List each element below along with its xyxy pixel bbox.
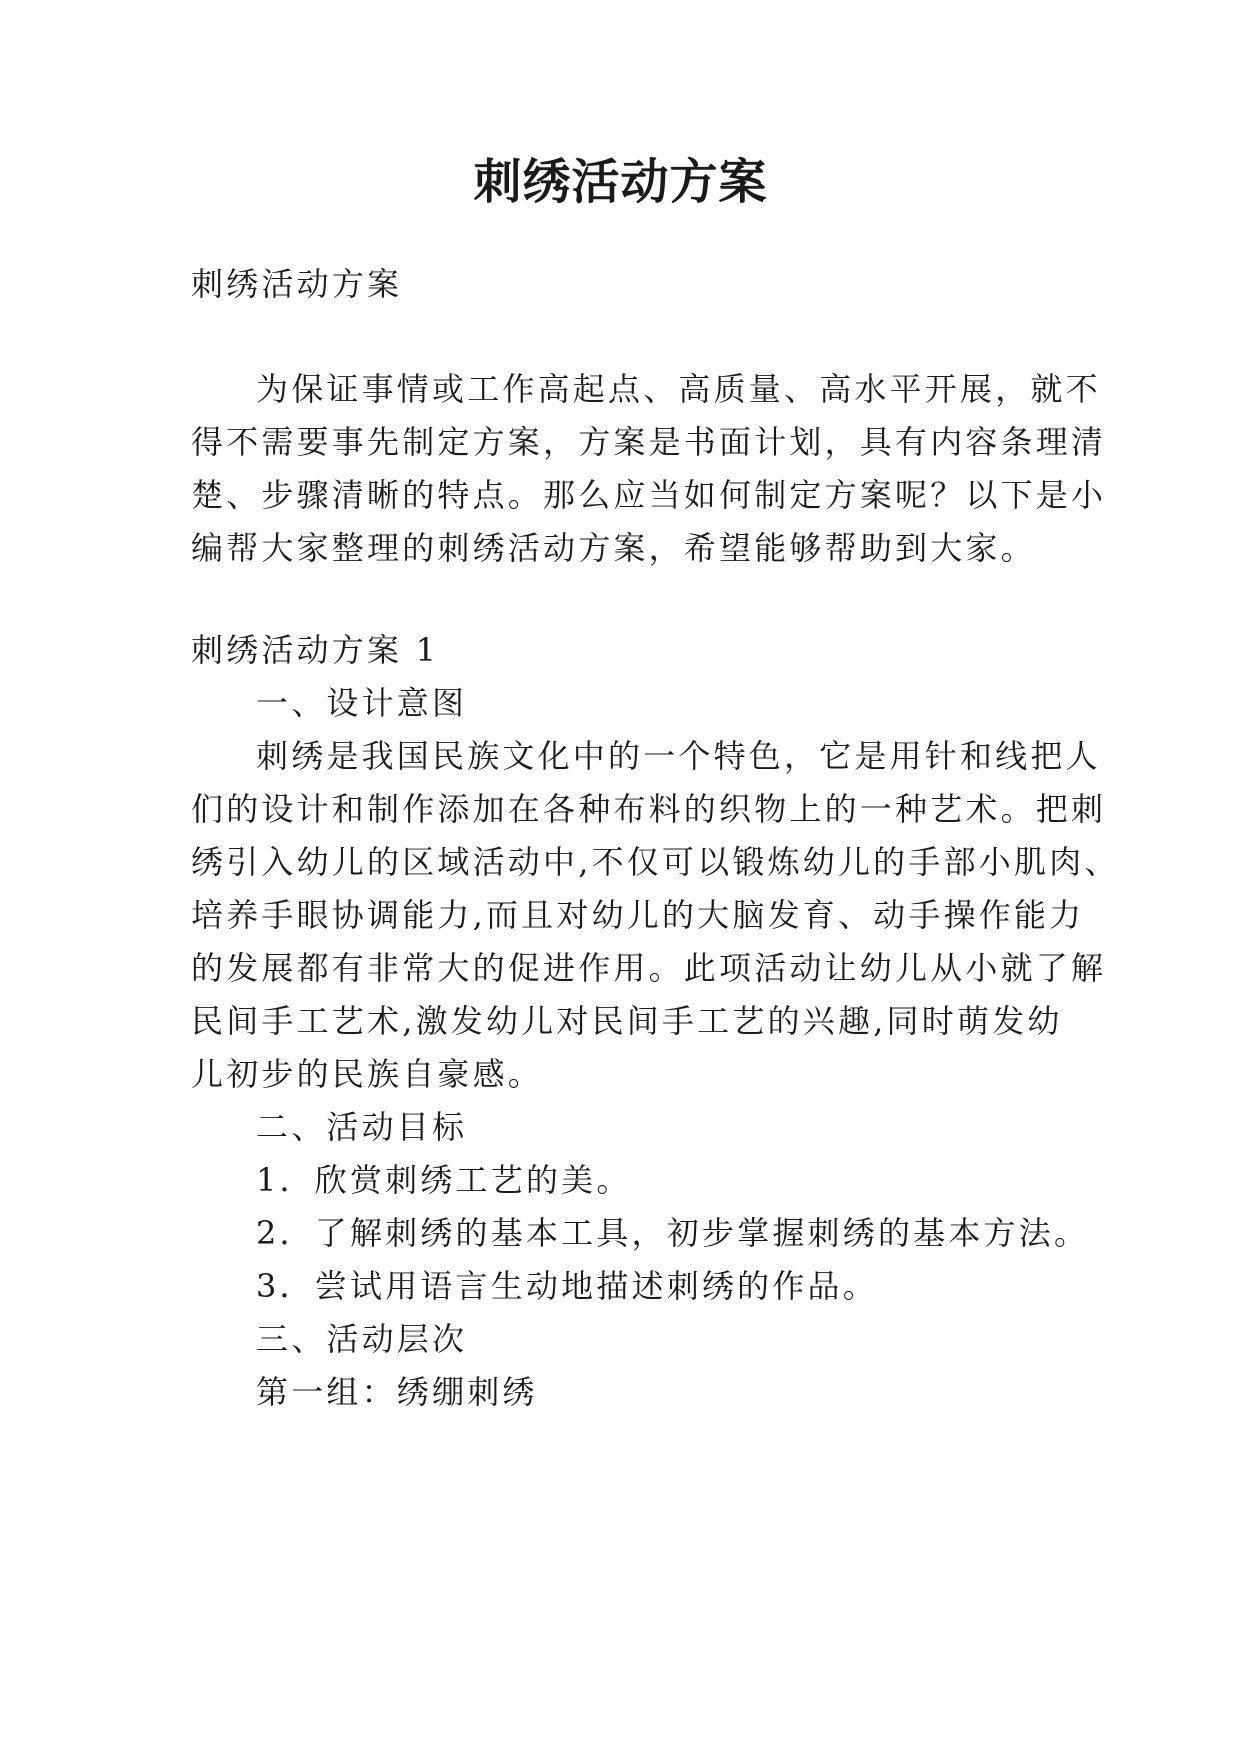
heading-activity-goals: 二、活动目标	[256, 1108, 468, 1146]
design-line: 刺绣是我国民族文化中的一个特色，它是用针和线把人	[256, 737, 1101, 775]
heading-activity-levels: 三、活动层次	[256, 1320, 468, 1358]
group-item: 第一组：绣绷刺绣	[256, 1373, 538, 1411]
heading-design-intent: 一、设计意图	[256, 684, 468, 722]
intro-line: 楚、步骤清晰的特点。那么应当如何制定方案呢？以下是小	[191, 476, 1107, 514]
goal-item: 2．了解刺绣的基本工具，初步掌握刺绣的基本方法。	[256, 1214, 1090, 1252]
goal-item: 3．尝试用语言生动地描述刺绣的作品。	[256, 1267, 878, 1305]
document-subtitle: 刺绣活动方案	[191, 265, 403, 303]
design-line: 培养手眼协调能力,而且对幼儿的大脑发育、动手操作能力	[191, 896, 1085, 934]
intro-line: 编帮大家整理的刺绣活动方案，希望能够帮助到大家。	[191, 529, 1036, 567]
design-line: 民间手工艺术,激发幼儿对民间手工艺的兴趣,同时萌发幼	[191, 1002, 1063, 1040]
section-title: 刺绣活动方案 1	[191, 631, 440, 669]
design-line: 们的设计和制作添加在各种布料的织物上的一种艺术。把刺	[191, 790, 1107, 828]
document-title: 刺绣活动方案	[473, 154, 768, 210]
intro-line: 得不需要事先制定方案，方案是书面计划，具有内容条理清	[191, 423, 1107, 461]
design-line: 儿初步的民族自豪感。	[191, 1055, 544, 1093]
goal-item: 1．欣赏刺绣工艺的美。	[256, 1161, 632, 1199]
design-line: 绣引入幼儿的区域活动中,不仅可以锻炼幼儿的手部小肌肉、	[191, 843, 1120, 881]
design-line: 的发展都有非常大的促进作用。此项活动让幼儿从小就了解	[191, 949, 1107, 987]
intro-line: 为保证事情或工作高起点、高质量、高水平开展，就不	[256, 370, 1101, 408]
